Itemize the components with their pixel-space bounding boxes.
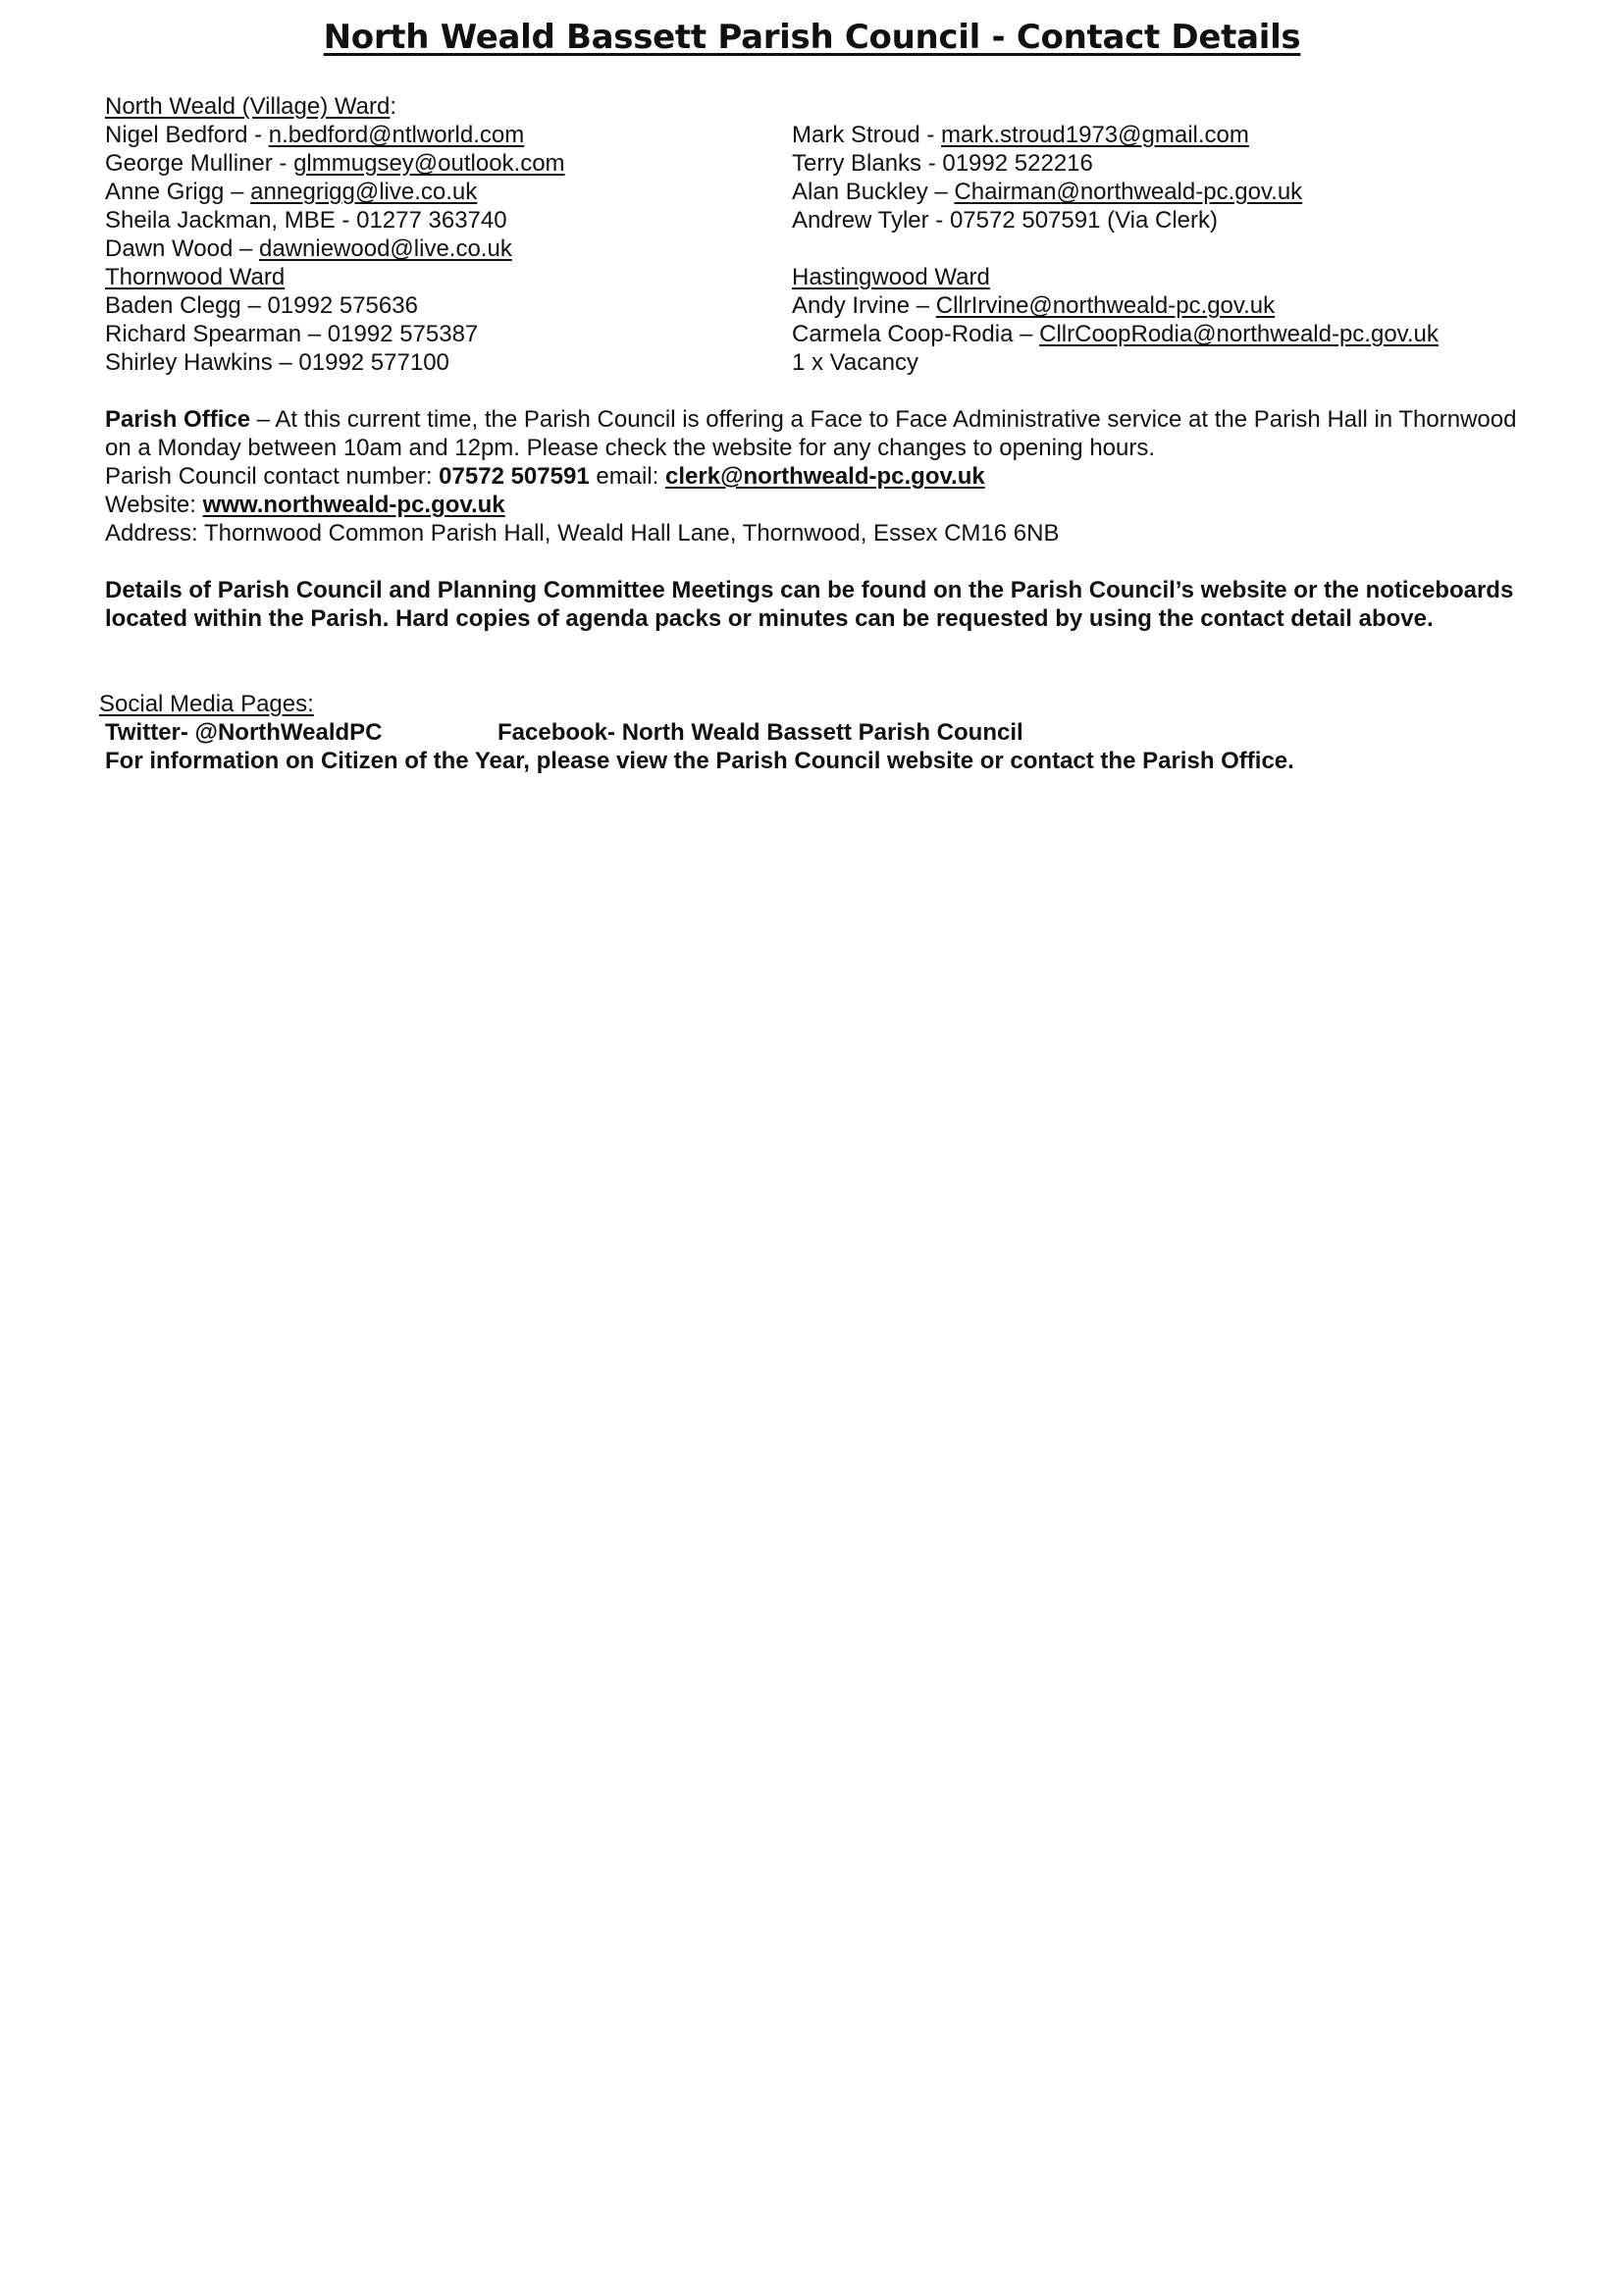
member-name: Mark Stroud - — [792, 122, 942, 148]
member-row — [105, 149, 565, 178]
member-name: Andy Irvine – — [792, 292, 936, 319]
citizen-note — [99, 747, 1522, 775]
north-weald-ward-heading — [105, 92, 565, 121]
member-name: Andrew Tyler - 07572 507591 (Via Clerk) — [792, 207, 1219, 234]
clerk-email-link[interactable]: clerk@northweald-pc.gov.uk — [665, 463, 985, 490]
twitter-handle: Twitter- @NorthWealdPC — [105, 719, 383, 746]
member-email-link[interactable]: dawniewood@live.co.uk — [258, 235, 512, 262]
ward-heading-colon: : — [390, 93, 397, 120]
ward-heading-text: North Weald (Village) Ward — [105, 93, 391, 120]
social-heading — [99, 690, 1522, 718]
member-row — [105, 121, 565, 149]
member-row — [792, 121, 1439, 149]
parish-office-label: Parish Office — [105, 406, 251, 433]
left-column — [105, 92, 565, 377]
social-media-section — [99, 690, 1522, 775]
social-heading-text: Social Media Pages: — [99, 691, 314, 717]
member-row — [792, 178, 1439, 206]
facebook-page: Facebook- North Weald Bassett Parish Council — [498, 719, 1023, 746]
website-label: Website: — [105, 492, 203, 518]
member-name: George Mulliner - — [105, 150, 294, 177]
member-name: Richard Spearman – 01992 575387 — [105, 321, 479, 347]
member-name: Baden Clegg – 01992 575636 — [105, 292, 418, 319]
member-name: Dawn Wood – — [105, 235, 259, 262]
email-label: email: — [589, 463, 666, 490]
ward-heading-text: Thornwood Ward — [105, 264, 286, 290]
member-name: Shirley Hawkins – 01992 577100 — [105, 349, 449, 376]
member-email-link[interactable]: n.bedford@ntlworld.com — [268, 122, 525, 148]
parish-office-paragraph — [105, 405, 1518, 462]
member-email-link[interactable]: mark.stroud1973@gmail.com — [941, 122, 1249, 148]
website-line — [105, 491, 1518, 519]
contact-line — [105, 462, 1518, 491]
member-name: Alan Buckley – — [792, 179, 955, 205]
member-row — [792, 320, 1439, 348]
spacer-row — [792, 235, 1439, 263]
citizen-note-text: For information on Citizen of the Year, please view the Parish Council website or contact the Parish Office. — [105, 748, 1294, 774]
member-row — [105, 291, 565, 320]
member-row — [105, 178, 565, 206]
social-links-row — [99, 718, 1522, 747]
parish-office-description: – At this current time, the Parish Council is offering a Face to Face Administrative service at the Parish Hall in Thornwood on a Monday between 10am and 12pm. Please check the website for any changes to opening hours. — [105, 406, 1517, 461]
member-row — [792, 291, 1439, 320]
member-email-link[interactable]: CllrCoopRodia@northweald-pc.gov.uk — [1039, 321, 1439, 347]
member-row — [105, 235, 565, 263]
hastingwood-ward-heading — [792, 263, 1439, 291]
member-email-link[interactable]: glmmugsey@outlook.com — [293, 150, 565, 177]
member-name: 1 x Vacancy — [792, 349, 918, 376]
ward-heading-text: Hastingwood Ward — [792, 264, 990, 290]
contact-label: Parish Council contact number: — [105, 463, 440, 490]
member-name: Nigel Bedford - — [105, 122, 269, 148]
member-name: Carmela Coop-Rodia – — [792, 321, 1040, 347]
member-row — [792, 149, 1439, 178]
thornwood-ward-heading — [105, 263, 565, 291]
spacer-row — [792, 92, 1439, 121]
member-email-link[interactable]: CllrIrvine@northweald-pc.gov.uk — [935, 292, 1276, 319]
member-name: Terry Blanks - 01992 522216 — [792, 150, 1093, 177]
member-row — [792, 348, 1439, 377]
member-email-link[interactable]: annegrigg@live.co.uk — [250, 179, 478, 205]
meetings-note: Details of Parish Council and Planning Committee Meetings can be found on the Parish Council’s website or the noticeboards located within the Parish. Hard copies of agenda packs or minutes can be requested by using the contact detail above. — [105, 577, 1514, 632]
member-name: Sheila Jackman, MBE - 01277 363740 — [105, 207, 507, 234]
member-row — [105, 206, 565, 235]
address-line: Address: Thornwood Common Parish Hall, Weald Hall Lane, Thornwood, Essex CM16 6NB — [105, 520, 1060, 547]
member-name: Anne Grigg – — [105, 179, 251, 205]
member-row — [105, 320, 565, 348]
member-email-link[interactable]: Chairman@northweald-pc.gov.uk — [954, 179, 1303, 205]
member-row — [792, 206, 1439, 235]
right-column — [792, 92, 1439, 377]
website-link[interactable]: www.northweald-pc.gov.uk — [202, 492, 505, 518]
member-row — [105, 348, 565, 377]
parish-office-section — [105, 405, 1518, 548]
contact-number: 07572 507591 — [439, 463, 590, 490]
page-title: North Weald Bassett Parish Council - Contact Details — [323, 18, 1301, 57]
